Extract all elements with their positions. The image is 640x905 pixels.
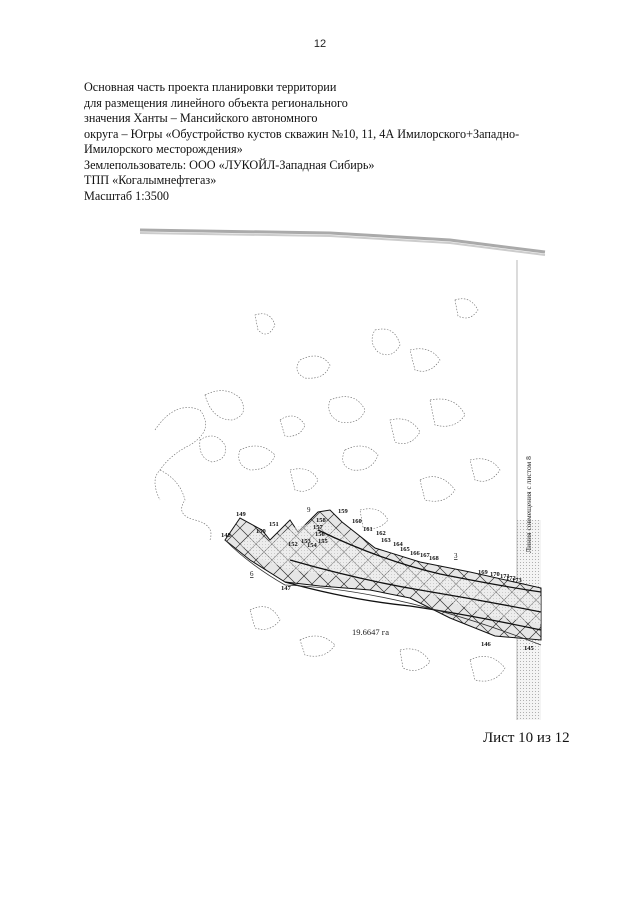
header-line: Землепользователь: ООО «ЛУКОЙЛ-Западная Сибирь» bbox=[84, 157, 375, 172]
point-label: 154 bbox=[307, 542, 317, 549]
header-line: значения Ханты – Мансийского автономного bbox=[84, 111, 318, 125]
point-label: 167 bbox=[420, 552, 430, 559]
point-label: 148 bbox=[221, 532, 231, 539]
point-label: 151 bbox=[269, 521, 279, 528]
contour-label: 6 bbox=[250, 570, 254, 578]
point-label: 164 bbox=[393, 541, 403, 548]
header-line: Имилорского месторождения» bbox=[84, 142, 243, 156]
point-label: 158 bbox=[316, 517, 326, 524]
point-label: 155 bbox=[318, 538, 328, 545]
point-label: 172 bbox=[506, 575, 516, 582]
point-label: 166 bbox=[410, 550, 420, 557]
match-line-label: Линия совмещения с листом 8 bbox=[524, 456, 533, 553]
contour-label: 3 bbox=[454, 552, 458, 560]
point-label: 171 bbox=[500, 573, 510, 580]
header-line: Масштаб 1:3500 bbox=[84, 188, 170, 203]
point-label: 159 bbox=[338, 508, 348, 515]
page-number: 12 bbox=[313, 38, 327, 50]
area-label: 19.6647 га bbox=[352, 627, 390, 637]
contour-label: 9 bbox=[307, 506, 311, 514]
point-label: 146 bbox=[481, 641, 491, 648]
point-label: 156 bbox=[315, 531, 325, 538]
point-label: 168 bbox=[429, 555, 439, 562]
point-label: 147 bbox=[281, 585, 291, 592]
terrain-contours bbox=[155, 299, 505, 681]
point-label: 157 bbox=[313, 524, 323, 531]
map-top-border bbox=[140, 230, 545, 255]
point-label: 162 bbox=[376, 530, 386, 537]
point-label: 160 bbox=[352, 518, 362, 525]
point-label: 152 bbox=[288, 541, 298, 548]
sheet-label: Лист 10 из 12 bbox=[483, 730, 570, 746]
header-line: Основная часть проекта планировки территории bbox=[84, 80, 337, 94]
point-label: 161 bbox=[363, 526, 373, 533]
point-label: 163 bbox=[381, 537, 391, 544]
point-label: 150 bbox=[256, 528, 266, 535]
point-label: 145 bbox=[524, 645, 534, 652]
header-line: для размещения линейного объекта регионального bbox=[84, 95, 348, 110]
point-label: 170 bbox=[490, 571, 500, 578]
point-label: 153 bbox=[301, 538, 311, 545]
header-line: округа – Югры «Обустройство кустов скважин №10, 11, 4А Имилорского+Западно- bbox=[84, 126, 520, 141]
point-label: 173 bbox=[512, 577, 522, 584]
point-label: 149 bbox=[236, 511, 246, 518]
point-label: 165 bbox=[400, 546, 410, 553]
header-line: ТПП «Когалымнефтегаз» bbox=[84, 173, 217, 187]
point-label: 169 bbox=[478, 569, 488, 576]
